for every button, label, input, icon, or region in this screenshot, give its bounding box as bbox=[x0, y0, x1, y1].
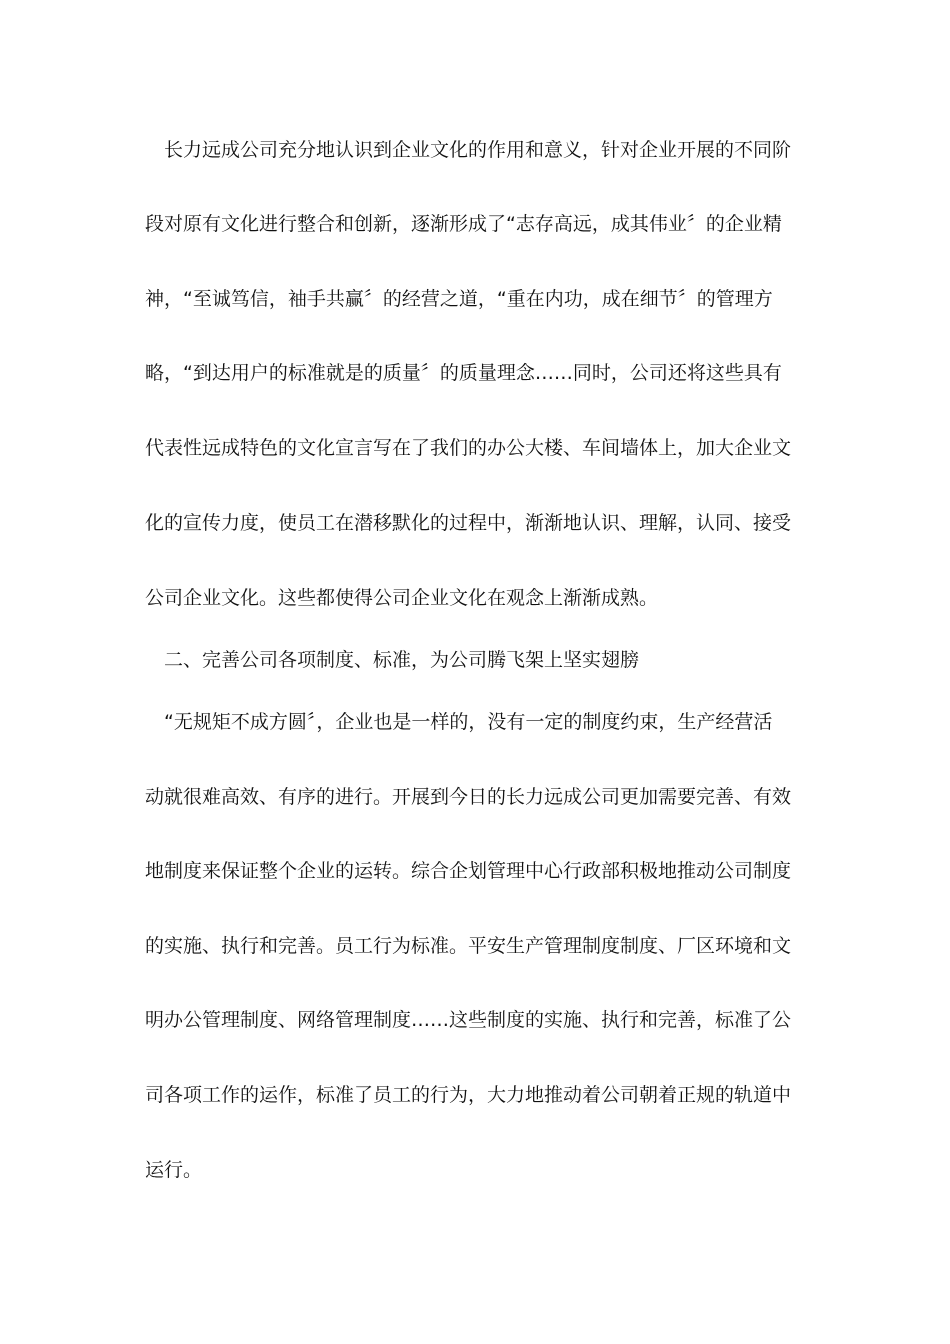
paragraph-2-line-3: 地制度来保证整个企业的运转。综合企划管理中心行政部积极地推动公司制度 bbox=[145, 860, 792, 882]
paragraph-2-line-4: 的实施、执行和完善。员工行为标准。平安生产管理制度制度、厂区环境和文 bbox=[145, 935, 792, 957]
paragraph-1-line-5: 代表性远成特色的文化宣言写在了我们的办公大楼、车间墙体上，加大企业文 bbox=[145, 437, 792, 459]
paragraph-1-line-4: 略，“到达用户的标准就是的质量〞的质量理念……同时，公司还将这些具有 bbox=[145, 362, 782, 384]
paragraph-2-line-7: 运行。 bbox=[145, 1159, 203, 1181]
paragraph-1-line-6: 化的宣传力度，使员工在潜移默化的过程中，渐渐地认识、理解，认同、接受 bbox=[145, 512, 792, 534]
paragraph-2-line-2: 动就很难高效、有序的进行。开展到今日的长力远成公司更加需要完善、有效 bbox=[145, 786, 792, 808]
paragraph-2-line-1: “无规矩不成方圆〞，企业也是一样的，没有一定的制度约束，生产经营活 bbox=[145, 711, 773, 733]
paragraph-2-line-5: 明办公管理制度、网络管理制度……这些制度的实施、执行和完善，标准了公 bbox=[145, 1009, 792, 1031]
section-heading: 二、完善公司各项制度、标准，为公司腾飞架上坚实翅膀 bbox=[145, 649, 640, 671]
paragraph-1-line-1: 长力远成公司充分地认识到企业文化的作用和意义，针对企业开展的不同阶 bbox=[145, 139, 792, 161]
paragraph-2-line-6: 司各项工作的运作，标准了员工的行为，大力地推动着公司朝着正规的轨道中 bbox=[145, 1084, 792, 1106]
paragraph-1-line-2: 段对原有文化进行整合和创新，逐渐形成了“志存高远，成其伟业〞的企业精 bbox=[145, 213, 782, 235]
paragraph-1-line-3: 神，“至诚笃信，袖手共赢〞的经营之道，“重在内功，成在细节〞的管理方 bbox=[145, 288, 773, 310]
paragraph-1-line-7: 公司企业文化。这些都使得公司企业文化在观念上渐渐成熟。 bbox=[145, 587, 659, 609]
